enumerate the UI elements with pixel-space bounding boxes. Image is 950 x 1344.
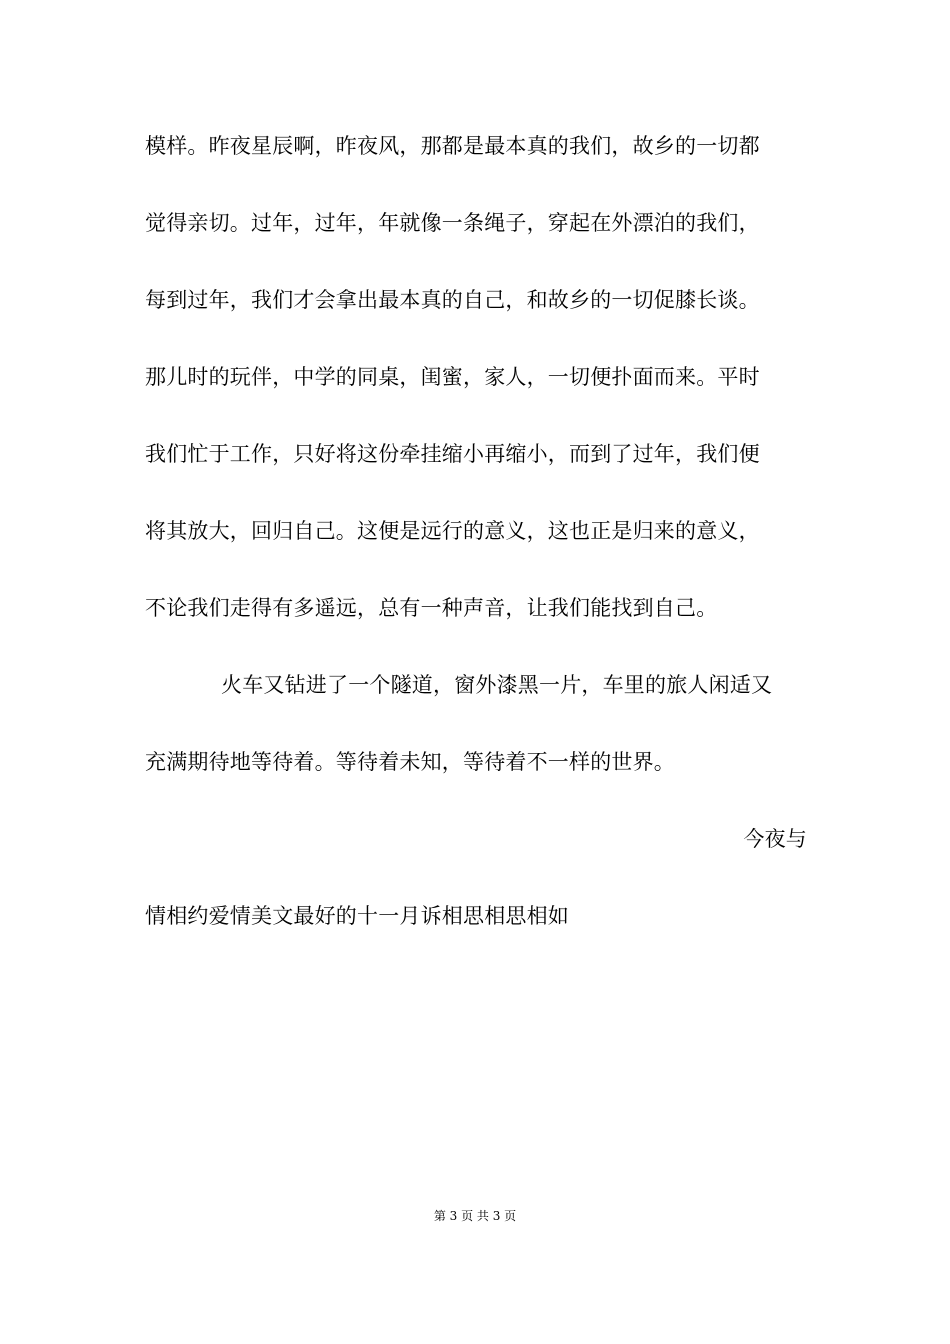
- text-line: 将其放大，回归自己。这便是远行的意义，这也正是归来的意义，: [145, 519, 760, 543]
- text-line: 觉得亲切。过年，过年，年就像一条绳子，穿起在外漂泊的我们，: [145, 211, 760, 235]
- text-line: 我们忙于工作，只好将这份牵挂缩小再缩小，而到了过年，我们便: [145, 442, 760, 466]
- title-line: 情相约爱情美文最好的十一月诉相思相思相如: [145, 904, 569, 928]
- page-footer: [0, 1208, 950, 1224]
- text-line: 模样。昨夜星辰啊，昨夜风，那都是最本真的我们，故乡的一切都: [145, 134, 760, 158]
- page-number: 第 3 页 共 3 页: [433, 1209, 517, 1223]
- text-line: 那儿时的玩伴，中学的同桌，闺蜜，家人，一切便扑面而来。平时: [145, 365, 760, 389]
- body-text: [145, 134, 807, 981]
- text-line: 不论我们走得有多遥远，总有一种声音，让我们能找到自己。: [145, 596, 718, 620]
- paragraph-start-line: 火车又钻进了一个隧道，窗外漆黑一片，车里的旅人闲适又: [221, 673, 773, 697]
- text-line: 充满期待地等待着。等待着未知，等待着不一样的世界。: [145, 750, 675, 774]
- text-line: 每到过年，我们才会拿出最本真的自己，和故乡的一切促膝长谈。: [145, 288, 760, 312]
- right-aligned-line: 今夜与: [743, 827, 807, 851]
